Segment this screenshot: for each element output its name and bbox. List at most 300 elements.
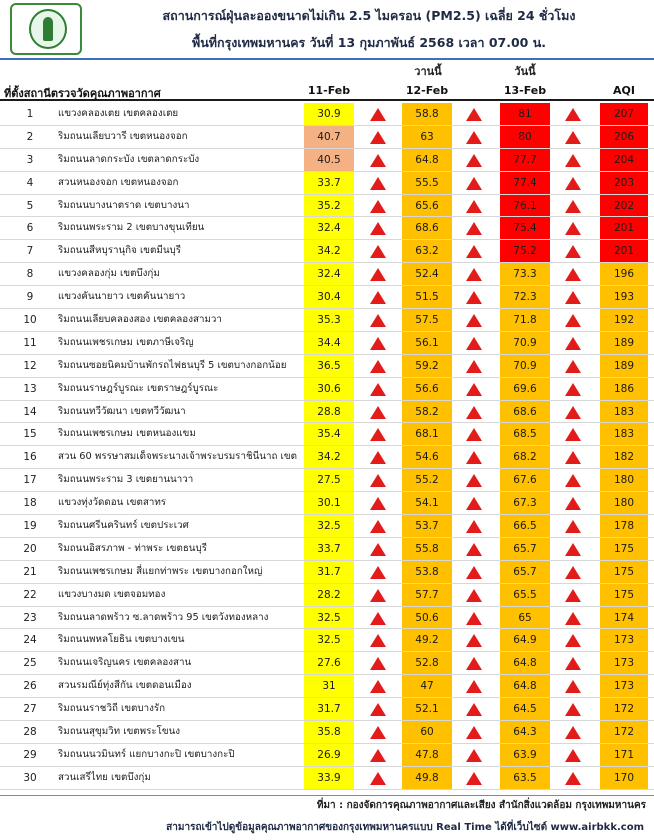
aqi-value: 173 [600,629,648,651]
trend-up-icon [366,309,392,331]
pm-12-feb: 68.6 [402,217,452,239]
trend-up-icon [462,286,488,308]
table-row [0,629,654,652]
trend-up-icon [561,126,587,148]
table-row [0,492,654,515]
pm-13-feb: 63.9 [500,744,550,766]
page-subtitle: พื้นที่กรุงเทพมหานคร วันที่ 13 กุมภาพันธ์ 2568 เวลา 07.00 น. [191,35,547,50]
pm-11-feb: 36.5 [304,355,354,377]
trend-up-icon [561,607,587,629]
trend-up-icon [462,561,488,583]
row-number: 2 [26,130,34,143]
aqi-value: 178 [600,515,648,537]
row-number: 16 [23,451,37,464]
trend-up-icon [561,149,587,171]
table-row [0,469,654,492]
trend-up-icon [462,607,488,629]
pm-11-feb: 33.9 [304,767,354,789]
trend-up-icon [366,767,392,789]
table-row [0,309,654,332]
aqi-value: 180 [600,492,648,514]
trend-up-icon [462,698,488,720]
trend-up-icon [366,355,392,377]
header-aqi: AQI [613,84,635,97]
source-note: ที่มา : กองจัดการคุณภาพอากาศและเสียง สำนักสิ่งแวดล้อม กรุงเทพมหานคร [316,800,646,811]
station-name: ริมถนนทวีวัฒนา เขตทวีวัฒนา [58,405,186,417]
trend-up-icon [366,721,392,743]
row-number: 4 [26,176,34,189]
trend-up-icon [462,263,488,285]
pm-12-feb: 53.8 [402,561,452,583]
pm-12-feb: 65.6 [402,195,452,217]
pm-11-feb: 30.4 [304,286,354,308]
trend-up-icon [462,309,488,331]
trend-up-icon [366,607,392,629]
table-row [0,744,654,767]
trend-up-icon [366,332,392,354]
row-number: 13 [23,382,37,395]
trend-up-icon [366,744,392,766]
row-number: 3 [26,153,34,166]
table-row [0,767,654,790]
station-name: ริมถนนพระราม 2 เขตบางขุนเทียน [58,222,205,234]
page-title: สถานการณ์ฝุ่นละอองขนาดไม่เกิน 2.5 ไมครอน (PM2.5) เฉลี่ย 24 ชั่วโมง [162,8,576,23]
station-name: แขวงคันนายาว เขตคันนายาว [58,291,186,303]
pm-12-feb: 63 [402,126,452,148]
row-number: 19 [23,520,37,533]
pm-13-feb: 77.7 [500,149,550,171]
aqi-value: 175 [600,538,648,560]
trend-up-icon [561,629,587,651]
station-name: ริมถนนเพชรเกษม เขตภาษีเจริญ [58,336,194,348]
row-number: 24 [23,634,37,647]
bma-emblem-icon [29,9,67,49]
row-number: 12 [23,359,37,372]
row-number: 20 [23,542,37,555]
pm-11-feb: 28.2 [304,584,354,606]
aqi-value: 175 [600,561,648,583]
aqi-value: 183 [600,401,648,423]
day-labels [0,60,654,80]
pm-13-feb: 70.9 [500,355,550,377]
trend-up-icon [462,469,488,491]
pm-12-feb: 68.1 [402,423,452,445]
trend-up-icon [561,217,587,239]
trend-up-icon [561,492,587,514]
pm-11-feb: 32.5 [304,629,354,651]
trend-up-icon [561,423,587,445]
station-name: ริมถนนพหลโยธิน เขตบางเขน [58,634,185,646]
station-name: ริมถนนเลียบวารี เขตหนองจอก [58,130,188,142]
station-name: ริมถนนพระราม 3 เขตยานนาวา [58,474,194,486]
trend-up-icon [462,492,488,514]
station-name: ริมถนนเลียบคลองสอง เขตคลองสามวา [58,314,222,326]
trend-up-icon [561,675,587,697]
station-name: สวนเสรีไทย เขตบึงกุ่ม [58,771,151,783]
aqi-value: 189 [600,355,648,377]
station-name: ริมถนนนวมินทร์ แยกบางกะปิ เขตบางกะปิ [58,748,235,760]
trend-up-icon [366,538,392,560]
station-name: ริมถนนศรีนครินทร์ เขตประเวศ [58,520,189,532]
station-name: สวนหนองจอก เขตหนองจอก [58,176,179,188]
header-d1: 11-Feb [307,84,351,97]
trend-up-icon [366,103,392,125]
trend-up-icon [462,629,488,651]
aqi-value: 170 [600,767,648,789]
table-row [0,675,654,698]
station-name: แขวงคลองกุ่ม เขตบึงกุ่ม [58,268,160,280]
station-name: สวน 60 พรรษาสมเด็จพระนางเจ้าพระบรมราชินีนาถ เขต [58,451,297,463]
table-row [0,286,654,309]
station-name: ริมถนนราษฎร์บูรณะ เขตราษฎร์บูรณะ [58,382,219,394]
trend-up-icon [561,446,587,468]
table-row [0,378,654,401]
trend-up-icon [462,126,488,148]
pm-12-feb: 47 [402,675,452,697]
table-row [0,401,654,424]
trend-up-icon [561,538,587,560]
pm-12-feb: 55.8 [402,538,452,560]
table-header [0,82,654,101]
pm-13-feb: 68.2 [500,446,550,468]
trend-up-icon [462,721,488,743]
pm-12-feb: 64.8 [402,149,452,171]
header-d2: 12-Feb [405,84,449,97]
pm-11-feb: 34.2 [304,446,354,468]
row-number: 28 [23,726,37,739]
pm-11-feb: 34.2 [304,240,354,262]
trend-up-icon [366,401,392,423]
trend-up-icon [366,629,392,651]
aqi-value: 196 [600,263,648,285]
station-name: ริมถนนสุขุมวิท เขตพระโขนง [58,726,181,738]
station-name: ริมถนนเจริญนคร เขตคลองสาน [58,657,192,669]
pm-11-feb: 40.7 [304,126,354,148]
trend-up-icon [561,309,587,331]
pm-11-feb: 27.6 [304,652,354,674]
aqi-value: 172 [600,698,648,720]
table-row [0,172,654,195]
aqi-value: 180 [600,469,648,491]
trend-up-icon [561,744,587,766]
trend-up-icon [561,401,587,423]
trend-up-icon [561,240,587,262]
aqi-value: 186 [600,378,648,400]
trend-up-icon [462,195,488,217]
aqi-value: 172 [600,721,648,743]
pm-12-feb: 49.2 [402,629,452,651]
trend-up-icon [366,675,392,697]
pm-12-feb: 53.7 [402,515,452,537]
table-row [0,240,654,263]
aqi-value: 173 [600,675,648,697]
trend-up-icon [561,469,587,491]
trend-up-icon [366,561,392,583]
realtime-link[interactable]: สามารถเข้าไปดูข้อมูลคุณภาพอากาศของกรุงเทพมหานครแบบ Real Time ได้ที่เว็บไซต์ www.airbkk.com [166,822,644,833]
pm-12-feb: 54.6 [402,446,452,468]
trend-up-icon [366,263,392,285]
trend-up-icon [561,721,587,743]
trend-up-icon [561,263,587,285]
pm-11-feb: 35.4 [304,423,354,445]
trend-up-icon [561,767,587,789]
pm-11-feb: 35.3 [304,309,354,331]
pm-13-feb: 73.3 [500,263,550,285]
trend-up-icon [462,515,488,537]
trend-up-icon [561,561,587,583]
table-row [0,195,654,218]
pm-13-feb: 63.5 [500,767,550,789]
trend-up-icon [462,240,488,262]
trend-up-icon [366,515,392,537]
trend-up-icon [462,355,488,377]
pm-11-feb: 31.7 [304,561,354,583]
aqi-value: 189 [600,332,648,354]
table-row [0,423,654,446]
pm-12-feb: 55.5 [402,172,452,194]
trend-up-icon [561,172,587,194]
aqi-value: 192 [600,309,648,331]
trend-up-icon [366,492,392,514]
row-number: 22 [23,588,37,601]
station-name: ริมถนนสีหบุรานุกิจ เขตมีนบุรี [58,245,181,257]
pm-12-feb: 57.7 [402,584,452,606]
trend-up-icon [366,195,392,217]
table-row [0,355,654,378]
pm-12-feb: 52.8 [402,652,452,674]
aqi-value: 203 [600,172,648,194]
pm-11-feb: 32.4 [304,263,354,285]
pm-12-feb: 49.8 [402,767,452,789]
pm-12-feb: 52.4 [402,263,452,285]
table-row [0,584,654,607]
table-row [0,721,654,744]
pm-13-feb: 71.8 [500,309,550,331]
aqi-value: 183 [600,423,648,445]
trend-up-icon [366,149,392,171]
pm-11-feb: 30.1 [304,492,354,514]
station-name: แขวงคลองเตย เขตคลองเตย [58,108,179,119]
pm-11-feb: 28.8 [304,401,354,423]
aqi-value: 207 [600,103,648,125]
row-number: 8 [26,268,34,281]
table-row [0,103,654,126]
label-yesterday: วานนี้ [414,65,442,78]
pm-11-feb: 30.6 [304,378,354,400]
station-name: ริมถนนราชวิถี เขตบางรัก [58,703,166,715]
header-station: ที่ตั้งสถานีตรวจวัดคุณภาพอากาศ [4,87,161,100]
trend-up-icon [561,195,587,217]
pm-12-feb: 55.2 [402,469,452,491]
trend-up-icon [462,149,488,171]
row-number: 25 [23,657,37,670]
row-number: 27 [23,703,37,716]
station-name: ริมถนนลาดกระบัง เขตลาดกระบัง [58,153,200,165]
trend-up-icon [462,538,488,560]
trend-up-icon [561,515,587,537]
trend-up-icon [462,446,488,468]
trend-up-icon [366,584,392,606]
trend-up-icon [462,744,488,766]
table-row [0,126,654,149]
pm-12-feb: 47.8 [402,744,452,766]
row-number: 26 [23,680,37,693]
trend-up-icon [561,332,587,354]
row-number: 17 [23,474,37,487]
row-number: 30 [23,771,37,784]
trend-up-icon [366,286,392,308]
trend-up-icon [366,423,392,445]
row-number: 10 [23,314,37,327]
trend-up-icon [366,469,392,491]
trend-up-icon [366,698,392,720]
pm-12-feb: 63.2 [402,240,452,262]
trend-up-icon [366,378,392,400]
trend-up-icon [462,584,488,606]
table-row [0,515,654,538]
table-row [0,332,654,355]
trend-up-icon [462,217,488,239]
pm-13-feb: 72.3 [500,286,550,308]
pm-13-feb: 75.4 [500,217,550,239]
table-row [0,217,654,240]
aqi-value: 174 [600,607,648,629]
table-row [0,607,654,630]
pm-11-feb: 35.2 [304,195,354,217]
trend-up-icon [462,675,488,697]
pm-12-feb: 60 [402,721,452,743]
table-row [0,149,654,172]
trend-up-icon [366,240,392,262]
aqi-value: 193 [600,286,648,308]
pm-11-feb: 32.5 [304,515,354,537]
pm-12-feb: 58.2 [402,401,452,423]
trend-up-icon [462,401,488,423]
pm-13-feb: 76.1 [500,195,550,217]
pm-11-feb: 34.4 [304,332,354,354]
station-name: สวนรมณีย์ทุ่งสีกัน เขตดอนเมือง [58,680,192,692]
station-name: แขวงทุ่งวัดดอน เขตสาทร [58,497,167,509]
station-name: ริมถนนเพชรเกษม เขตหนองแขม [58,428,196,440]
row-number: 18 [23,497,37,510]
row-number: 29 [23,748,37,761]
pm-12-feb: 57.5 [402,309,452,331]
trend-up-icon [462,172,488,194]
table-row [0,561,654,584]
header [0,0,654,60]
aqi-value: 201 [600,240,648,262]
pm-13-feb: 64.8 [500,652,550,674]
pm-13-feb: 65 [500,607,550,629]
pm-13-feb: 64.3 [500,721,550,743]
trend-up-icon [561,355,587,377]
pm-13-feb: 65.7 [500,561,550,583]
row-number: 9 [26,291,34,304]
pm-11-feb: 31 [304,675,354,697]
trend-up-icon [366,446,392,468]
pm-13-feb: 64.9 [500,629,550,651]
pm-13-feb: 81 [500,103,550,125]
pm-13-feb: 68.6 [500,401,550,423]
aqi-value: 206 [600,126,648,148]
label-today: วันนี้ [514,65,536,78]
pm-11-feb: 40.5 [304,149,354,171]
station-table [0,103,654,790]
pm-12-feb: 58.8 [402,103,452,125]
trend-up-icon [462,767,488,789]
pm-12-feb: 56.6 [402,378,452,400]
pm-13-feb: 70.9 [500,332,550,354]
bma-logo [10,3,82,55]
pm-13-feb: 75.2 [500,240,550,262]
trend-up-icon [462,332,488,354]
pm-13-feb: 65.7 [500,538,550,560]
trend-up-icon [561,652,587,674]
row-number: 21 [23,565,37,578]
pm-13-feb: 67.6 [500,469,550,491]
pm-13-feb: 64.5 [500,698,550,720]
footer-divider [0,795,654,796]
trend-up-icon [462,423,488,445]
header-d3: 13-Feb [503,84,547,97]
aqi-value: 173 [600,652,648,674]
pm-11-feb: 32.5 [304,607,354,629]
pm-13-feb: 67.3 [500,492,550,514]
aqi-value: 204 [600,149,648,171]
row-number: 6 [26,222,34,235]
aqi-value: 171 [600,744,648,766]
trend-up-icon [561,286,587,308]
row-number: 7 [26,245,34,258]
pm-13-feb: 68.5 [500,423,550,445]
station-name: ริมถนนเพชรเกษม สี่แยกท่าพระ เขตบางกอกใหญ่ [58,565,263,577]
pm-11-feb: 27.5 [304,469,354,491]
station-name: แขวงบางมด เขตจอมทอง [58,588,166,600]
pm-11-feb: 26.9 [304,744,354,766]
trend-up-icon [561,378,587,400]
pm-11-feb: 33.7 [304,538,354,560]
trend-up-icon [561,584,587,606]
station-name: ริมถนนบางนาตราด เขตบางนา [58,199,190,211]
row-number: 23 [23,611,37,624]
pm-11-feb: 31.7 [304,698,354,720]
table-row [0,652,654,675]
aqi-value: 201 [600,217,648,239]
trend-up-icon [462,378,488,400]
trend-up-icon [462,103,488,125]
row-number: 14 [23,405,37,418]
pm-11-feb: 35.8 [304,721,354,743]
row-number: 11 [23,336,37,349]
station-name: ริมถนนซอยนิคมบ้านพักรถไฟธนบุรี 5 เขตบางกอกน้อย [58,359,287,371]
pm-13-feb: 77.4 [500,172,550,194]
pm-11-feb: 32.4 [304,217,354,239]
pm-11-feb: 30.9 [304,103,354,125]
aqi-value: 175 [600,584,648,606]
row-number: 5 [26,199,34,212]
trend-up-icon [462,652,488,674]
trend-up-icon [366,652,392,674]
table-row [0,538,654,561]
pm-13-feb: 80 [500,126,550,148]
aqi-value: 202 [600,195,648,217]
pm-13-feb: 66.5 [500,515,550,537]
pm-13-feb: 69.6 [500,378,550,400]
pm-13-feb: 65.5 [500,584,550,606]
trend-up-icon [366,172,392,194]
row-number: 15 [23,428,37,441]
station-name: ริมถนนอิสรภาพ - ท่าพระ เขตธนบุรี [58,542,207,554]
